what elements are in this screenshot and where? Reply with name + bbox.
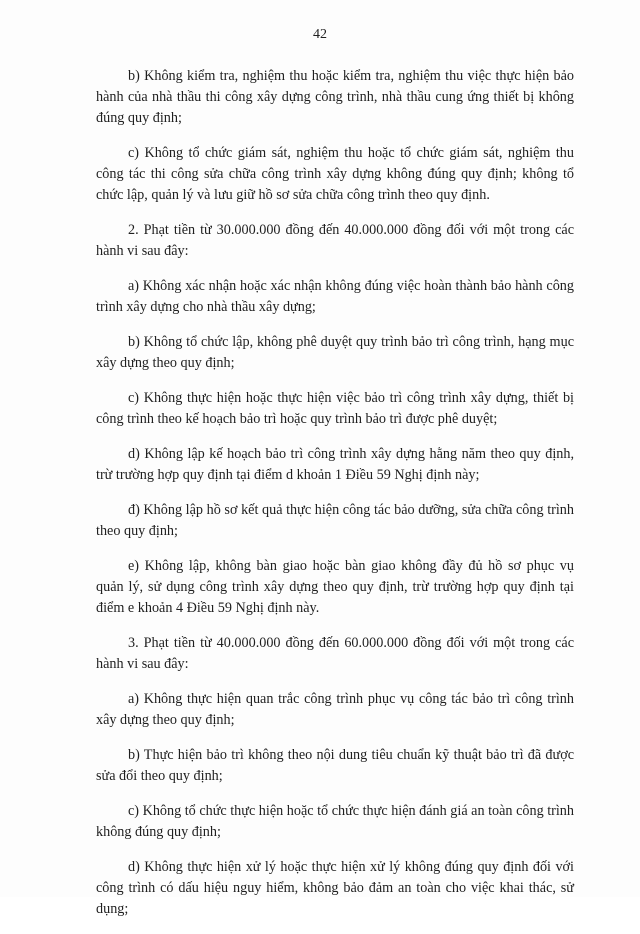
paragraph-1b: b) Không kiểm tra, nghiệm thu hoặc kiểm tra, nghiệm thu việc thực hiện bảo hành của nhà thầu thi công xây dựng công trình, nhà thầu cung ứng thiết bị không đúng quy định; <box>96 68 574 126</box>
paragraph-1c: c) Không tổ chức giám sát, nghiệm thu hoặc tổ chức giám sát, nghiệm thu công tác thi công sửa chữa công trình xây dựng không đúng quy định; không tổ chức lập, quản lý và lưu giữ hồ sơ sửa chữa công trình theo quy định. <box>96 145 574 203</box>
paragraph-3b: b) Thực hiện bảo trì không theo nội dung tiêu chuẩn kỹ thuật bảo trì đã được sửa đổi theo quy định; <box>96 747 574 784</box>
paragraph-3c: c) Không tổ chức thực hiện hoặc tổ chức thực hiện đánh giá an toàn công trình không đúng quy định; <box>96 803 574 840</box>
paragraph-2e: e) Không lập, không bàn giao hoặc bàn giao không đầy đủ hồ sơ phục vụ quản lý, sử dụng công trình xây dựng theo quy định, trừ trường hợp quy định tại điểm e khoản 4 Điều 59 Nghị định này. <box>96 558 574 616</box>
paragraph-clause-2: 2. Phạt tiền từ 30.000.000 đồng đến 40.000.000 đồng đối với một trong các hành vi sau đây: <box>96 222 574 259</box>
paragraph-2a: a) Không xác nhận hoặc xác nhận không đúng việc hoàn thành bảo hành công trình xây dựng cho nhà thầu xây dựng; <box>96 278 574 315</box>
paragraph-2d: d) Không lập kế hoạch bảo trì công trình xây dựng hằng năm theo quy định, trừ trường hợp quy định tại điểm d khoản 1 Điều 59 Nghị định này; <box>96 446 574 483</box>
paragraph-2b: b) Không tổ chức lập, không phê duyệt quy trình bảo trì công trình, hạng mục xây dựng theo quy định; <box>96 334 574 371</box>
paragraph-3a: a) Không thực hiện quan trắc công trình phục vụ công tác bảo trì công trình xây dựng theo quy định; <box>96 691 574 728</box>
document-body <box>96 66 574 934</box>
paragraph-clause-3: 3. Phạt tiền từ 40.000.000 đồng đến 60.000.000 đồng đối với một trong các hành vi sau đây: <box>96 635 574 672</box>
paragraph-2c: c) Không thực hiện hoặc thực hiện việc bảo trì công trình xây dựng, thiết bị công trình theo kế hoạch bảo trì hoặc quy trình bảo trì được phê duyệt; <box>96 390 574 427</box>
paragraph-2dd: đ) Không lập hồ sơ kết quả thực hiện công tác bảo dưỡng, sửa chữa công trình theo quy định; <box>96 502 574 539</box>
paragraph-3d: d) Không thực hiện xử lý hoặc thực hiện xử lý không đúng quy định đối với công trình có dấu hiệu nguy hiểm, không bảo đảm an toàn cho việc khai thác, sử dụng; <box>96 859 574 917</box>
page-number: 42 <box>313 27 327 42</box>
